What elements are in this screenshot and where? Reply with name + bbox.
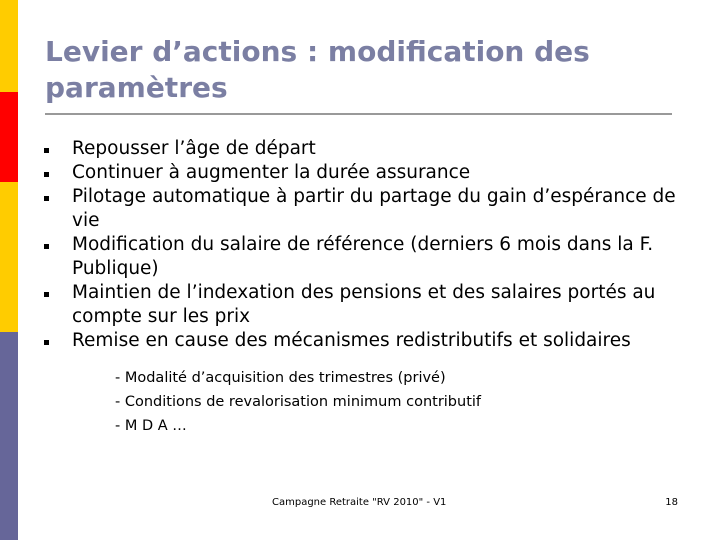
square-bullet-icon <box>44 340 49 345</box>
bullet-item <box>44 161 694 185</box>
square-bullet-icon <box>44 196 49 201</box>
bullet-text: Maintien de l’indexation des pensions et des salaires portés au compte sur les prix <box>72 282 656 327</box>
title-underline <box>45 113 672 115</box>
page-number: 18 <box>665 497 678 508</box>
bullet-item <box>44 233 694 281</box>
bullet-item <box>44 185 694 233</box>
accent-bar-purple <box>0 332 18 540</box>
bullet-text: Continuer à augmenter la durée assurance <box>72 162 471 183</box>
accent-bar-yellow-top <box>0 0 18 92</box>
accent-bar-yellow <box>0 182 18 332</box>
bullet-list <box>44 137 694 353</box>
bullet-text: Repousser l’âge de départ <box>72 138 316 159</box>
bullet-text: Remise en cause des mécanismes redistributifs et solidaires <box>72 330 631 351</box>
accent-bar-red <box>0 92 18 182</box>
bullet-text: Modification du salaire de référence (derniers 6 mois dans la F. Publique) <box>72 234 654 279</box>
bullet-text: Pilotage automatique à partir du partage du gain d’espérance de vie <box>72 186 676 231</box>
footer-text: Campagne Retraite "RV 2010" - V1 <box>272 497 447 508</box>
sub-item: - M D A … <box>115 418 187 434</box>
sub-item: - Conditions de revalorisation minimum contributif <box>115 394 482 410</box>
sub-item-list <box>115 366 481 438</box>
square-bullet-icon <box>44 292 49 297</box>
bullet-item <box>44 281 694 329</box>
square-bullet-icon <box>44 172 49 177</box>
square-bullet-icon <box>44 244 49 249</box>
bullet-item <box>44 329 694 353</box>
square-bullet-icon <box>44 148 49 153</box>
sub-item: - Modalité d’acquisition des trimestres (privé) <box>115 370 446 386</box>
slide-title: Levier d’actions : modification des paramètres <box>45 35 590 104</box>
bullet-item <box>44 137 694 161</box>
